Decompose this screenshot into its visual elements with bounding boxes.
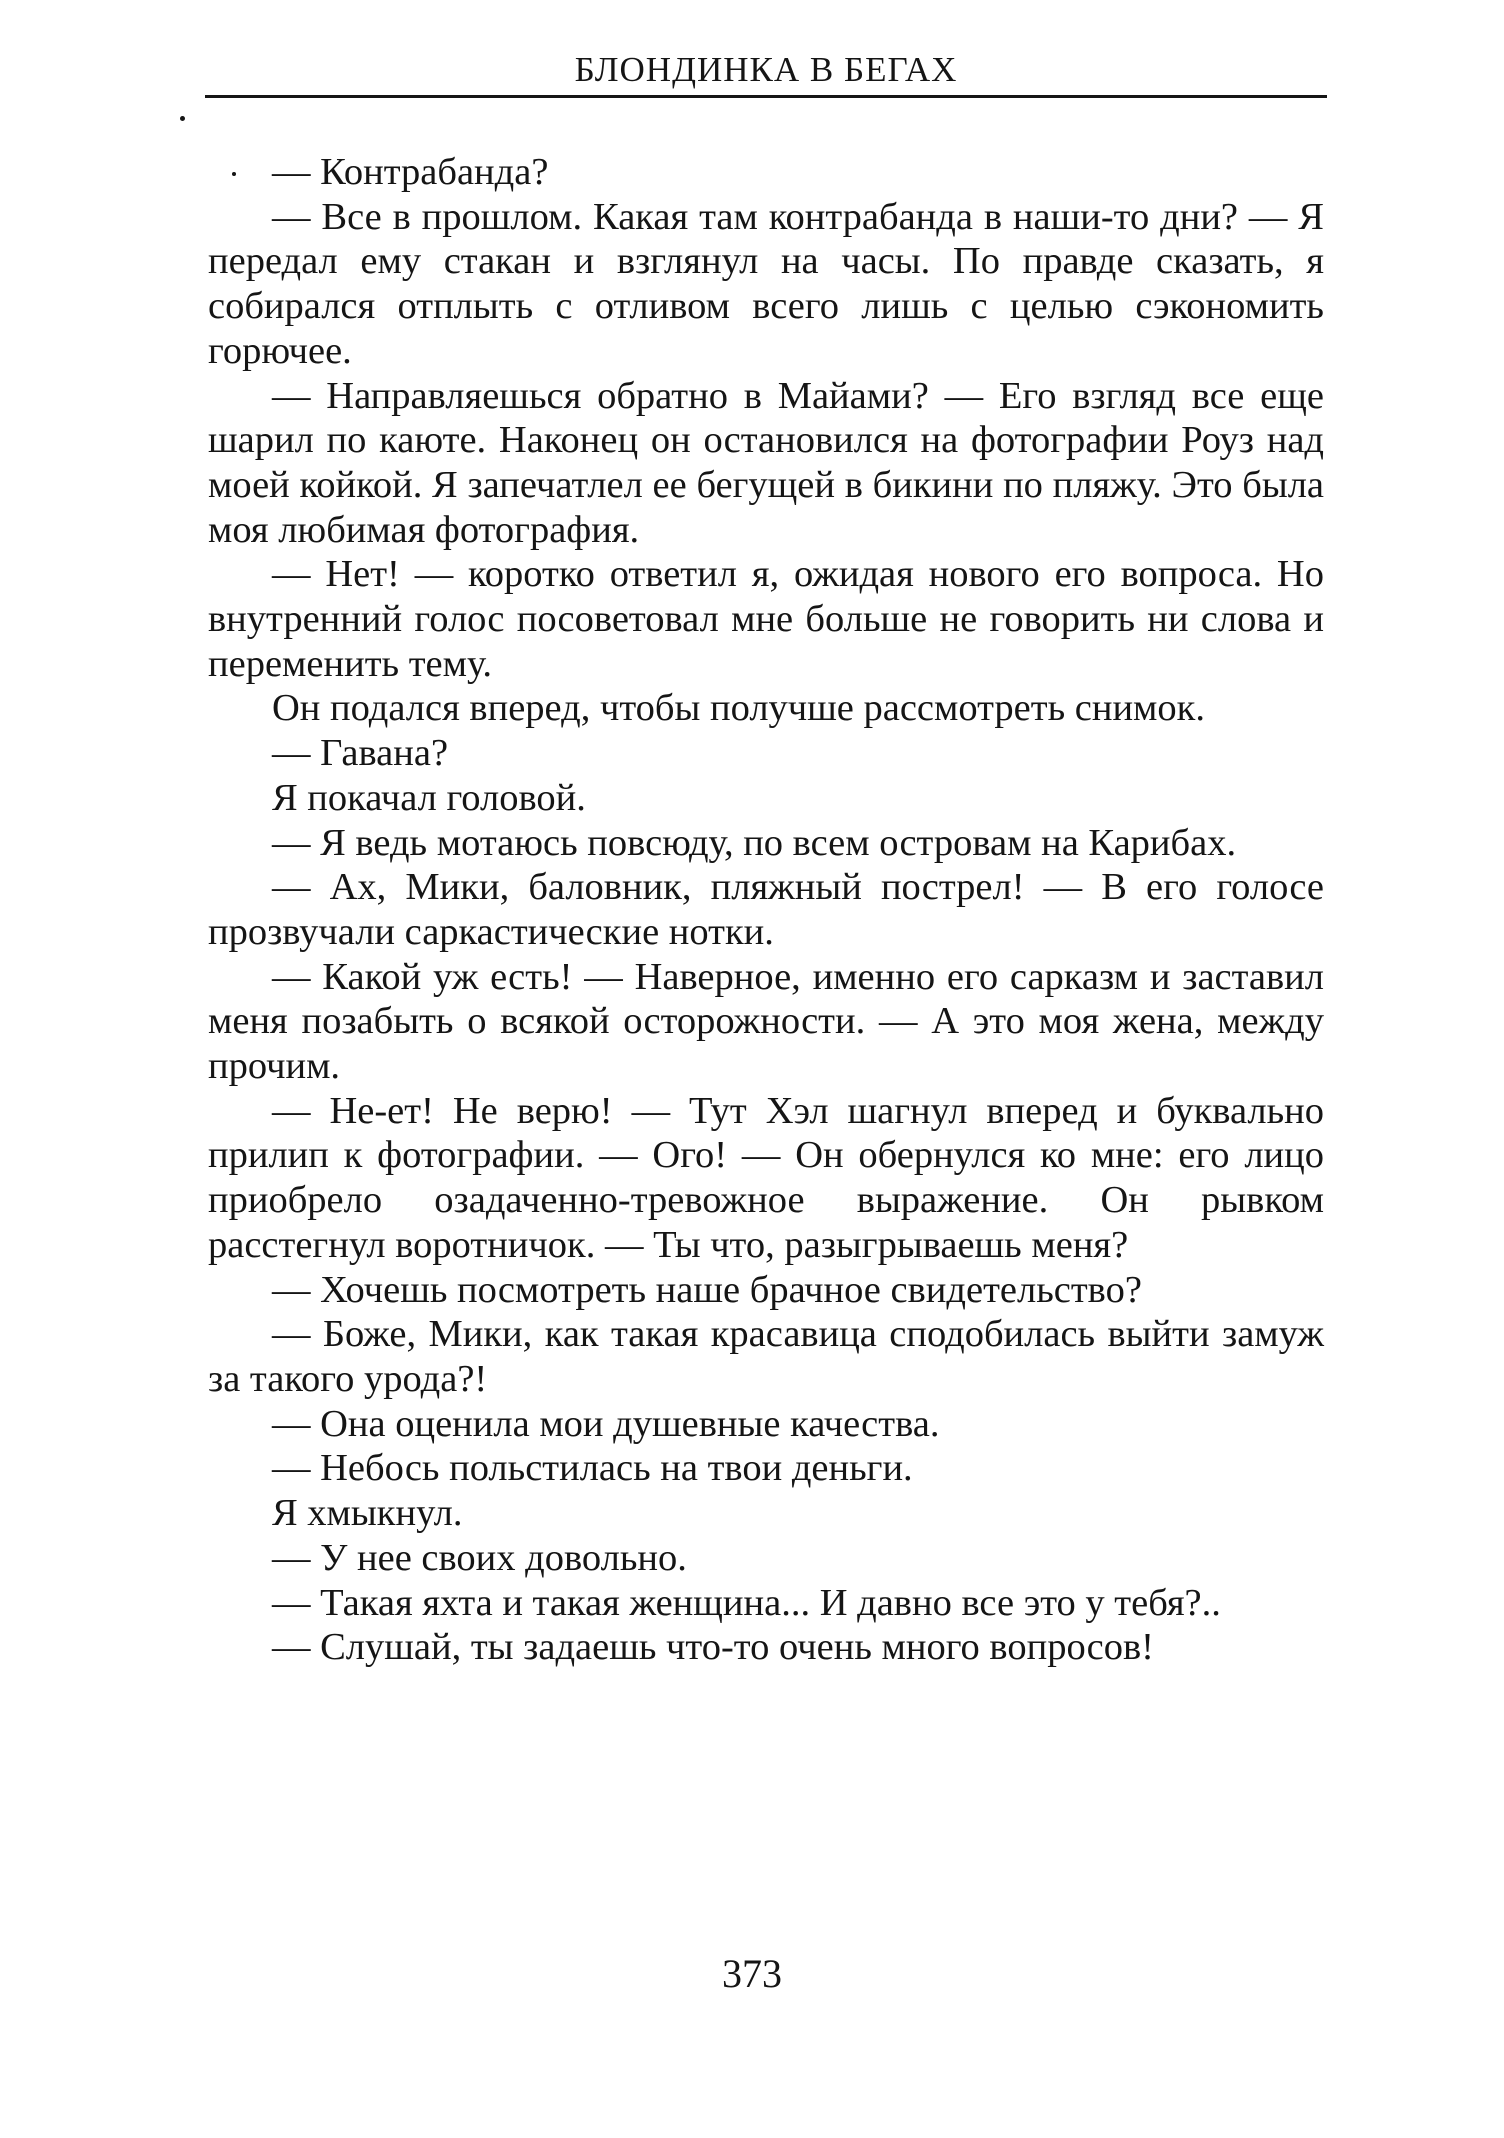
paragraph: — Небось польстилась на твои деньги. bbox=[272, 1447, 913, 1490]
paragraph: — Слушай, ты задаешь что-то очень много вопросов! bbox=[272, 1626, 1154, 1669]
paragraph: — Она оценила мои душевные качества. bbox=[272, 1402, 940, 1445]
paragraph: — Не-ет! Не верю! — Тут Хэл шагнул вперед и буквально прилип к фотографии. — Ого! — Он обернулся ко мне: его лицо приобрело озадаченно-тревожное выражение. Он рывком расстегнул воротничок. — Ты что, разыгрываешь меня? bbox=[208, 1089, 1324, 1266]
paragraph: — Все в прошлом. Какая там контрабанда в наши-то дни? — Я передал ему стакан и взглянул на часы. По правде сказать, я собирался отплыть с отливом всего лишь с целью сэкономить горючее. bbox=[208, 195, 1324, 372]
paragraph: — Гавана? bbox=[272, 732, 449, 775]
header-rule bbox=[205, 95, 1327, 98]
paragraph: — Направляешься обратно в Майами? — Его взгляд все еще шарил по каюте. Наконец он остановился на фотографии Роуз над моей койкой. Я запечатлел ее бегущей в бикини по пляжу. Это была моя любимая фотография. bbox=[208, 374, 1324, 551]
paragraph: — Хочешь посмотреть наше брачное свидетельство? bbox=[272, 1268, 1142, 1311]
paragraph: — Какой уж есть! — Наверное, именно его сарказм и заставил меня позабыть о всякой осторожности. — А это моя жена, между прочим. bbox=[208, 955, 1324, 1088]
paragraph: — Контрабанда? bbox=[272, 151, 549, 193]
body-text bbox=[208, 150, 1324, 1670]
paragraph: Я покачал головой. bbox=[272, 776, 586, 819]
paragraph: — Такая яхта и такая женщина... И давно все это у тебя?.. bbox=[272, 1581, 1221, 1624]
paragraph: — Нет! — коротко ответил я, ожидая нового его вопроса. Но внутренний голос посоветовал мне больше не говорить ни слова и переменить тему. bbox=[208, 553, 1324, 685]
running-head: БЛОНДИНКА В БЕГАХ bbox=[574, 50, 958, 89]
paragraph: Он подался вперед, чтобы получше рассмотреть снимок. bbox=[272, 687, 1206, 730]
paragraph: — Я ведь мотаюсь повсюду, по всем островам на Карибах. bbox=[272, 821, 1237, 864]
page-number: 373 bbox=[722, 1951, 782, 1996]
print-speck bbox=[180, 116, 185, 121]
paragraph: Я хмыкнул. bbox=[272, 1492, 463, 1535]
paragraph: — Боже, Мики, как такая красавица сподобилась выйти замуж за такого урода?! bbox=[208, 1313, 1324, 1400]
paragraph: — Ах, Мики, баловник, пляжный пострел! — В его голосе прозвучали саркастические нотки. bbox=[208, 866, 1324, 953]
paragraph: — У нее своих довольно. bbox=[272, 1536, 687, 1579]
